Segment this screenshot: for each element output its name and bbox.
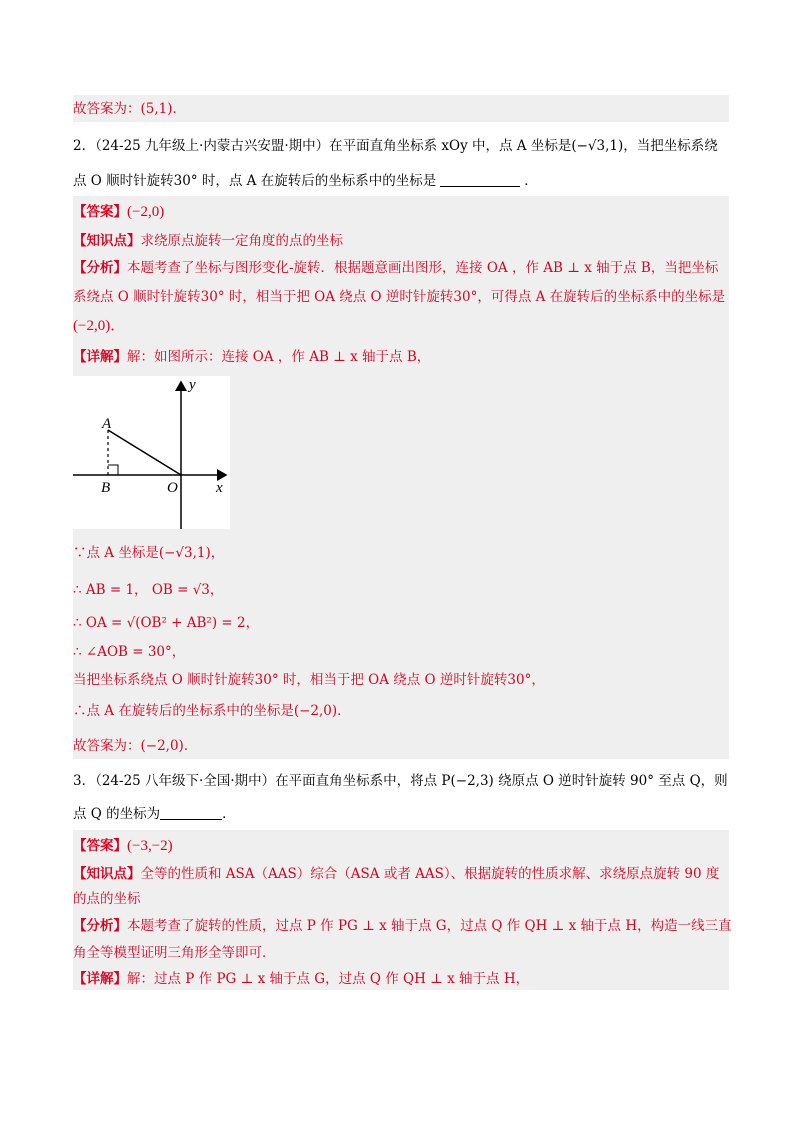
q2-stem-end: ． — [524, 173, 538, 189]
q2-step-3: ∴ OA = √(OB² + AB²) = 2， — [73, 615, 260, 631]
analysis-tag: 【分析】 — [73, 260, 127, 276]
q3-stem-line-2-text: 点 Q 的坐标为 — [73, 806, 161, 822]
q3-answer-value: (−3,−2) — [127, 838, 173, 854]
q2-detail — [73, 347, 430, 367]
analysis-tag: 【分析】 — [73, 918, 127, 934]
label-y: y — [189, 377, 196, 393]
q2-answer-value: (−2,0) — [127, 204, 165, 220]
detail-tag: 【详解】 — [73, 349, 127, 365]
coordinate-diagram — [73, 376, 230, 529]
q2-step-2: ∴ AB = 1， OB = √3， — [73, 582, 224, 598]
answer-tag: 【答案】 — [73, 204, 127, 220]
q3-analysis-line-2: 角全等模型证明三角形全等即可． — [73, 945, 276, 961]
q2-step-4: ∴ ∠AOB = 30°， — [73, 644, 186, 660]
q3-knowledge-line-1 — [73, 864, 719, 884]
q2-knowledge-text: 求绕原点旋转一定角度的点的坐标 — [140, 233, 343, 249]
q2-analysis-line-2: 系绕点 O 顺时针旋转30° 时，相当于把 OA 绕点 O 逆时针旋转30°，可得点 A 在旋转后的坐标系中的坐标是 — [73, 289, 726, 305]
q1-final-answer: 故答案为：(5,1)． — [73, 101, 187, 117]
q3-detail — [73, 969, 529, 989]
q3-answer — [73, 836, 173, 856]
q2-step-1: ∵点 A 坐标是(−√3,1)， — [73, 545, 225, 561]
q2-detail-text: 解：如图所示：连接 OA ，作 AB ⊥ x 轴于点 B， — [127, 349, 431, 365]
label-x: x — [216, 480, 223, 496]
q2-final-answer: 故答案为：(−2,0)． — [73, 738, 198, 754]
q3-stem-end: ． — [222, 806, 236, 822]
q2-step-6: ∴点 A 在旋转后的坐标系中的坐标是(−2,0)． — [73, 703, 351, 719]
q3-stem-line-2 — [73, 804, 236, 824]
q2-stem-line-1: 2．（24-25 九年级上·内蒙古兴安盟·期中）在平面直角坐标系 xOy 中，点 A 坐标是(−√3,1)，当把坐标系绕 — [73, 138, 718, 154]
q3-analysis-line-1 — [73, 916, 732, 936]
q3-analysis-text-1: 本题考查了旋转的性质，过点 P 作 PG ⊥ x 轴于点 G，过点 Q 作 QH ⊥ x 轴于点 H，构造一线三直 — [127, 918, 732, 934]
q2-analysis-line-3: (−2,0)． — [73, 318, 126, 334]
answer-tag: 【答案】 — [73, 838, 127, 854]
q2-answer — [73, 202, 164, 222]
q2-stem-line-2 — [73, 171, 538, 191]
q3-stem-line-1: 3．（24-25 八年级下·全国·期中）在平面直角坐标系中，将点 P(−2,3) 绕原点 O 逆时针旋转 90° 至点 Q，则 — [73, 773, 728, 789]
q2-answer-blank — [440, 172, 520, 187]
q2-stem-line-2-text: 点 O 顺时针旋转30° 时，点 A 在旋转后的坐标系中的坐标是 — [73, 173, 437, 189]
q3-knowledge-text-1: 全等的性质和 ASA（AAS）综合（ASA 或者 AAS）、根据旋转的性质求解、求绕原点旋转 90 度 — [140, 866, 720, 882]
q3-knowledge-line-2: 的点的坐标 — [73, 891, 141, 907]
q3-answer-blank — [160, 805, 222, 820]
label-b: B — [101, 480, 111, 496]
coordinate-figure — [73, 376, 230, 529]
label-o: O — [167, 480, 178, 496]
q2-step-5: 当把坐标系绕点 O 顺时针旋转30° 时，相当于把 OA 绕点 O 逆时针旋转30°， — [73, 672, 545, 688]
q3-detail-text: 解：过点 P 作 PG ⊥ x 轴于点 G，过点 Q 作 QH ⊥ x 轴于点 H， — [127, 971, 530, 987]
q2-analysis-line-1 — [73, 258, 718, 278]
segment-oa — [108, 430, 181, 475]
q2-knowledge — [73, 231, 343, 251]
detail-tag: 【详解】 — [73, 971, 127, 987]
knowledge-tag: 【知识点】 — [73, 866, 141, 882]
knowledge-tag: 【知识点】 — [73, 233, 141, 249]
label-a: A — [102, 416, 112, 432]
q2-analysis-text-1: 本题考查了坐标与图形变化-旋转．根据题意画出图形，连接 OA ，作 AB ⊥ x 轴于点 B，当把坐标 — [127, 260, 719, 276]
right-angle-mark — [108, 465, 118, 475]
